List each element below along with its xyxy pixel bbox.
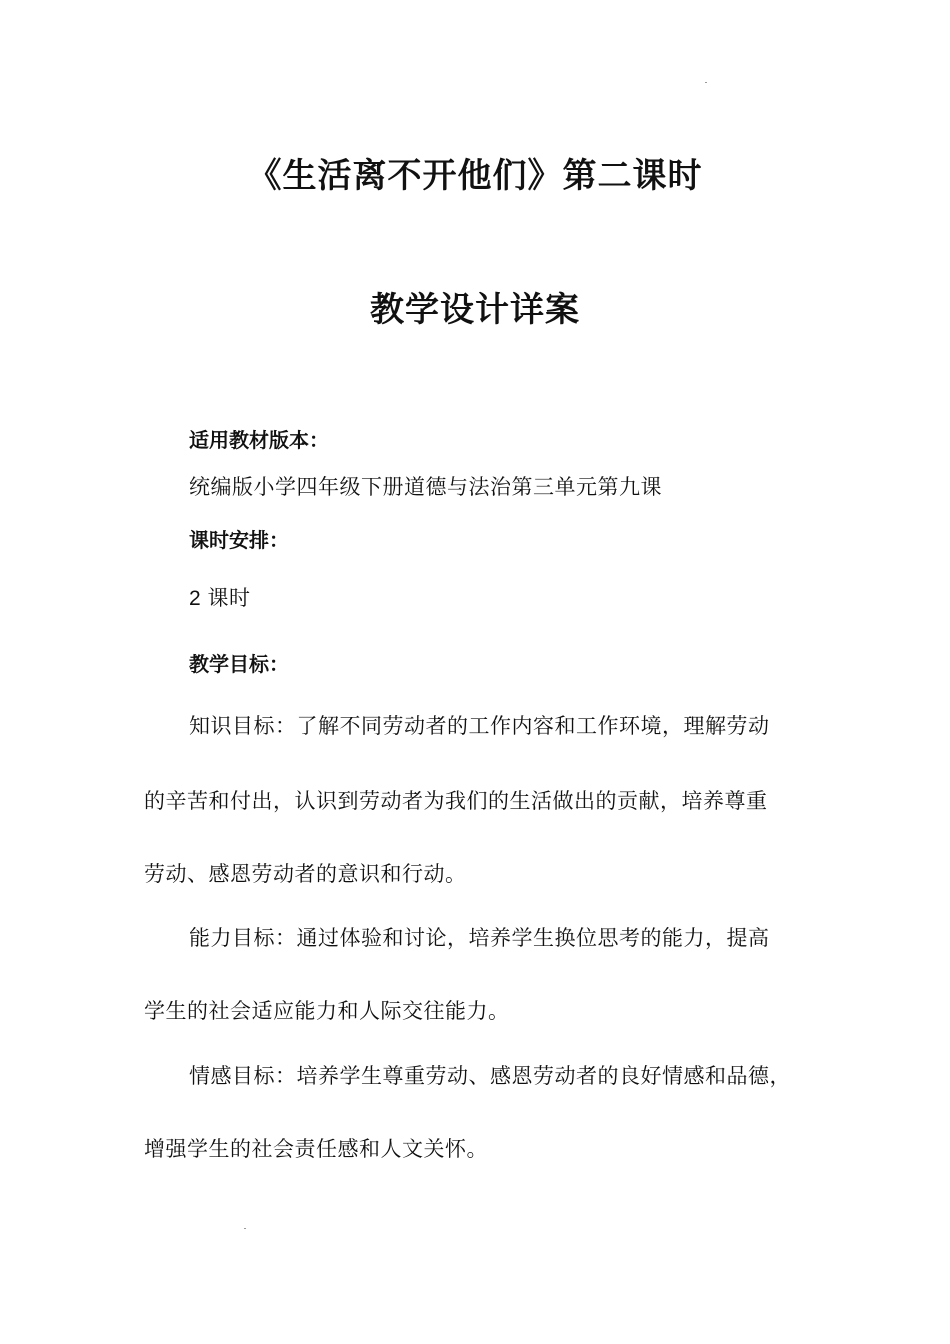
textbook-heading: 适用教材版本：: [189, 428, 329, 452]
knowledge-objective-line: 的辛苦和付出，认识到劳动者为我们的生活做出的贡献，培养尊重: [144, 789, 768, 813]
corner-mark: [244, 1228, 246, 1229]
schedule-heading: 课时安排：: [189, 528, 289, 552]
textbook-value: 统编版小学四年级下册道德与法治第三单元第九课: [189, 475, 662, 499]
corner-mark: [705, 82, 707, 83]
ability-objective-line: 能力目标：通过体验和讨论，培养学生换位思考的能力，提高: [189, 926, 770, 950]
document-title: 《生活离不开他们》第二课时: [247, 156, 703, 196]
knowledge-objective-line: 劳动、感恩劳动者的意识和行动。: [144, 862, 467, 886]
document-subtitle: 教学设计详案: [370, 290, 580, 330]
schedule-value: 2 课时: [189, 587, 251, 610]
ability-objective-line: 学生的社会适应能力和人际交往能力。: [144, 999, 510, 1023]
emotion-objective-line: 情感目标：培养学生尊重劳动、感恩劳动者的良好情感和品德，: [189, 1064, 791, 1088]
knowledge-objective-line: 知识目标：了解不同劳动者的工作内容和工作环境，理解劳动: [189, 714, 770, 738]
objectives-heading: 教学目标：: [189, 652, 289, 676]
emotion-objective-line: 增强学生的社会责任感和人文关怀。: [144, 1137, 488, 1161]
